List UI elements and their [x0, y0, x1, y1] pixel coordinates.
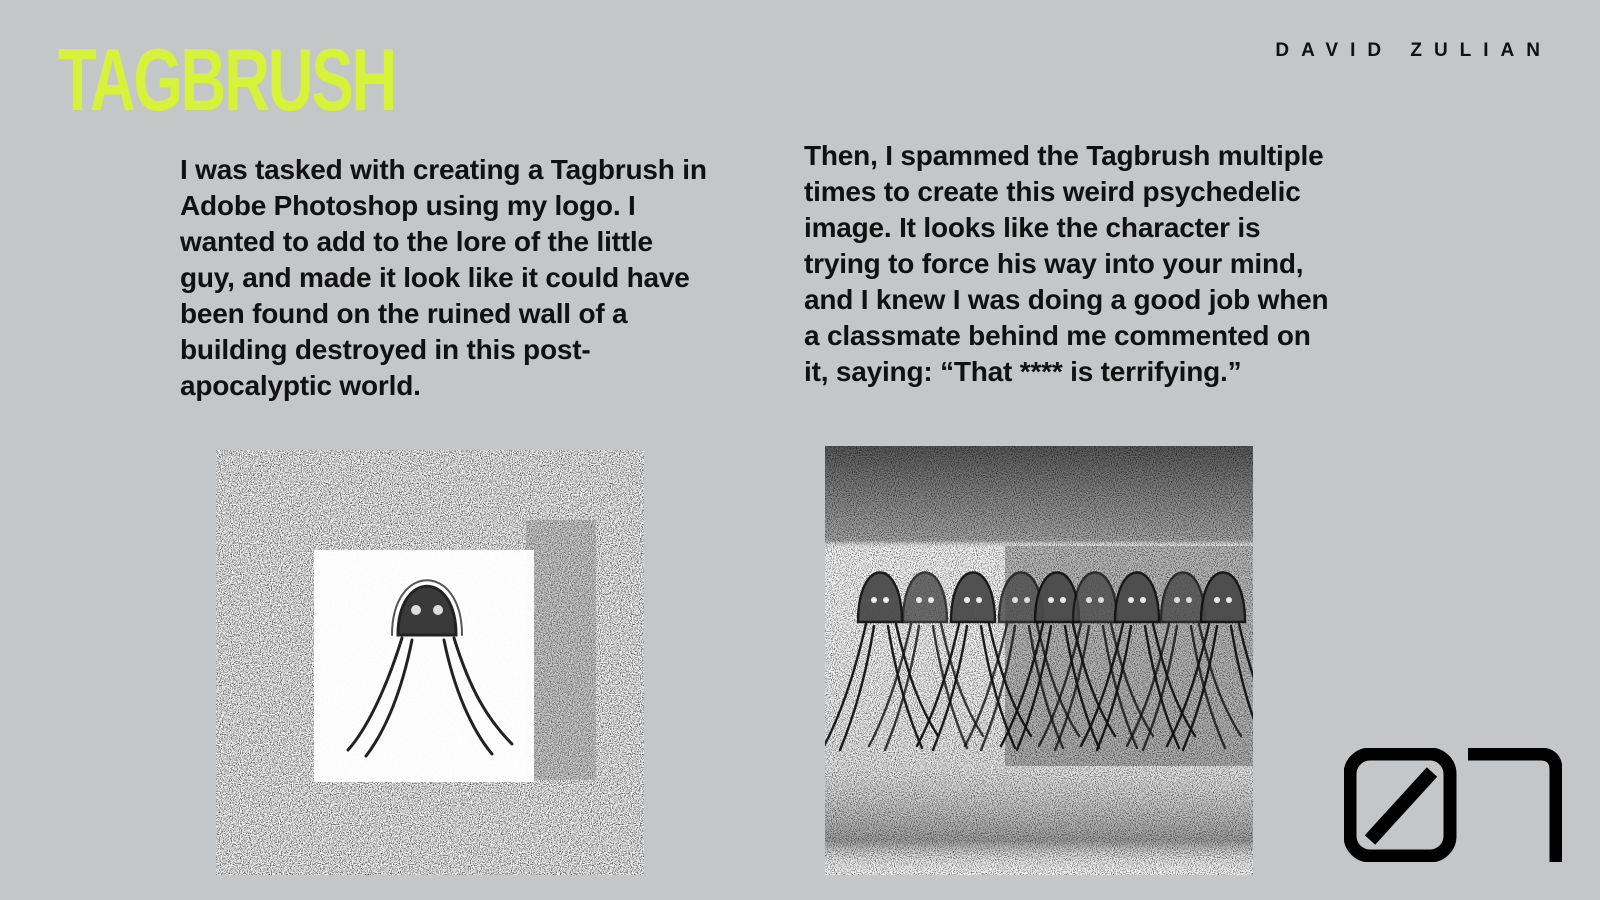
slide-title: TAGBRUSH	[58, 30, 396, 129]
tagbrush-repeated-image	[825, 446, 1253, 875]
page-number-graphic	[1344, 748, 1562, 862]
description-left: I was tasked with creating a Tagbrush in Adobe Photoshop using my logo. I wanted to add to the lore of the little guy, and made it look like it could have been found on the ruined wall of a building destroyed in this post-apocalyptic world.	[180, 154, 707, 401]
tagbrush-single-image	[216, 450, 644, 875]
author-name: DAVID ZULIAN	[1275, 40, 1552, 61]
description-right: Then, I spammed the Tagbrush multiple times to create this weird psychedelic image. It looks like the character is trying to force his way into your mind, and I knew I was doing a good job when a classmate behind me commented on it, saying: “That **** is terrifying.”	[804, 140, 1329, 387]
